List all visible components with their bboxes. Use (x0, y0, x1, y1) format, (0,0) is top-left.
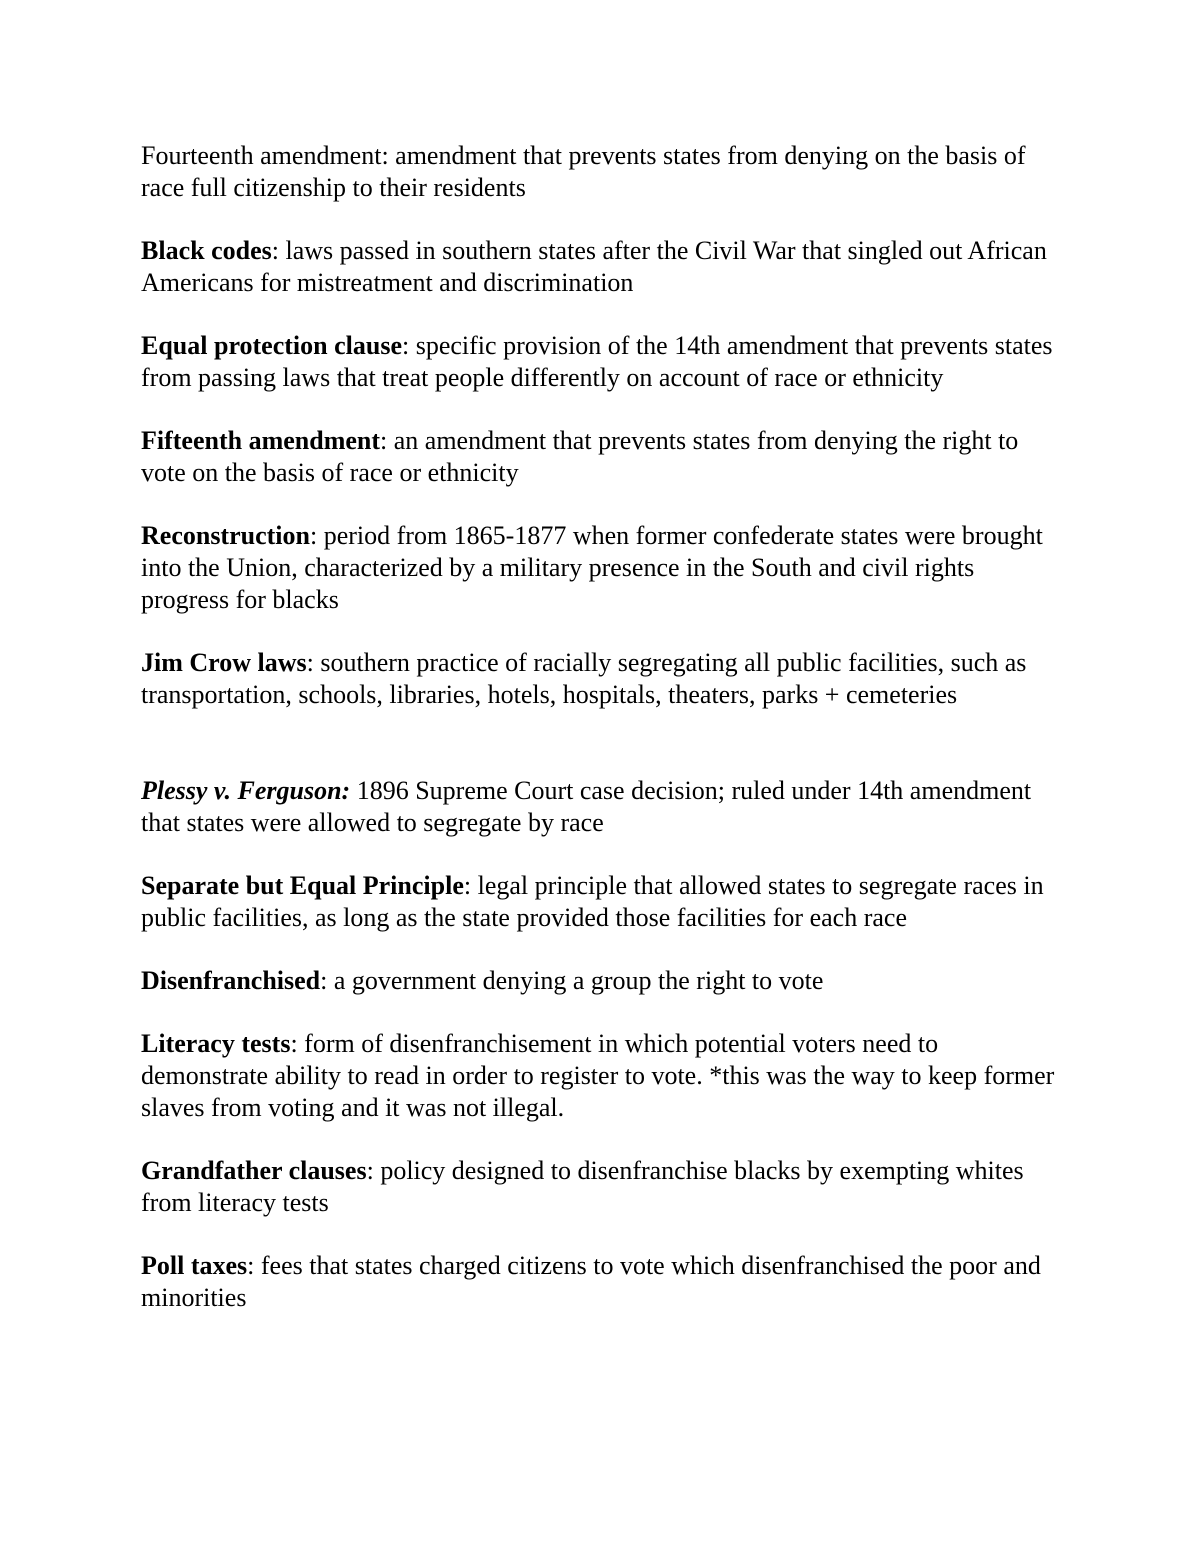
glossary-term: Disenfranchised (141, 966, 321, 995)
glossary-definition: amendment that prevents states from denying on the basis of race full citizenship to their residents (141, 141, 1026, 202)
glossary-term: Plessy v. Ferguson: (141, 776, 351, 805)
glossary-entry-disenfranchised (141, 965, 1061, 997)
glossary-entry-black-codes (141, 235, 1061, 299)
glossary-definition: legal principle that allowed states to segregate races in public facilities, as long as the state provided those facilities for each race (141, 871, 1044, 932)
glossary-term: Reconstruction (141, 521, 310, 550)
glossary-definition: period from 1865-1877 when former confederate states were brought into the Union, characterized by a military presence in the South and civil rights progress for blacks (141, 521, 1043, 614)
glossary-entry-jim-crow-laws (141, 647, 1061, 711)
term-separator: : (290, 1029, 305, 1058)
glossary-list (141, 140, 1061, 1345)
glossary-definition: southern practice of racially segregating all public facilities, such as transportation, schools, libraries, hotels, hospitals, theaters, parks + cemeteries (141, 648, 1027, 709)
glossary-entry-literacy-tests (141, 1028, 1061, 1124)
glossary-entry-separate-but-equal (141, 870, 1061, 934)
glossary-entry-plessy-v-ferguson (141, 775, 1061, 839)
glossary-term: Literacy tests (141, 1029, 291, 1058)
glossary-entry-poll-taxes (141, 1250, 1061, 1314)
glossary-term: Black codes (141, 236, 272, 265)
glossary-entry-fifteenth-amendment (141, 425, 1061, 489)
glossary-term: Separate but Equal Principle (141, 871, 464, 900)
glossary-entry-grandfather-clauses (141, 1155, 1061, 1219)
glossary-definition: 1896 Supreme Court case decision; ruled under 14th amendment that states were allowed to segregate by race (141, 776, 1032, 837)
term-separator: : (271, 236, 286, 265)
term-separator: : (380, 426, 394, 455)
glossary-definition: a government denying a group the right to vote (333, 966, 824, 995)
glossary-definition: laws passed in southern states after the Civil War that singled out African Americans for mistreatment and discrimination (141, 236, 1047, 297)
term-separator: : (309, 521, 324, 550)
glossary-definition: specific provision of the 14th amendment that prevents states from passing laws that treat people differently on account of race or ethnicity (141, 331, 1053, 392)
glossary-definition: fees that states charged citizens to vote which disenfranchised the poor and minorities (141, 1251, 1041, 1312)
glossary-term: Fourteenth amendment (141, 141, 382, 170)
glossary-entry-fourteenth-amendment (141, 140, 1061, 204)
glossary-term: Jim Crow laws (141, 648, 307, 677)
term-separator: : (247, 1251, 261, 1280)
glossary-definition: policy designed to disenfranchise blacks by exempting whites from literacy tests (141, 1156, 1024, 1217)
term-separator: : (401, 331, 416, 360)
term-separator: : (381, 141, 396, 170)
term-separator: : (366, 1156, 381, 1185)
glossary-term: Equal protection clause (141, 331, 402, 360)
glossary-term: Grandfather clauses (141, 1156, 367, 1185)
glossary-entry-reconstruction (141, 520, 1061, 616)
glossary-term: Fifteenth amendment (141, 426, 381, 455)
glossary-entry-equal-protection-clause (141, 330, 1061, 394)
glossary-term: Poll taxes (141, 1251, 248, 1280)
term-separator: : (463, 871, 478, 900)
glossary-definition: form of disenfranchisement in which potential voters need to demonstrate ability to read in order to register to vote. *this was the way to keep former slaves from voting and it was not illegal. (141, 1029, 1055, 1122)
term-separator: : (320, 966, 334, 995)
term-separator: : (306, 648, 321, 677)
glossary-definition: an amendment that prevents states from denying the right to vote on the basis of race or ethnicity (141, 426, 1019, 487)
